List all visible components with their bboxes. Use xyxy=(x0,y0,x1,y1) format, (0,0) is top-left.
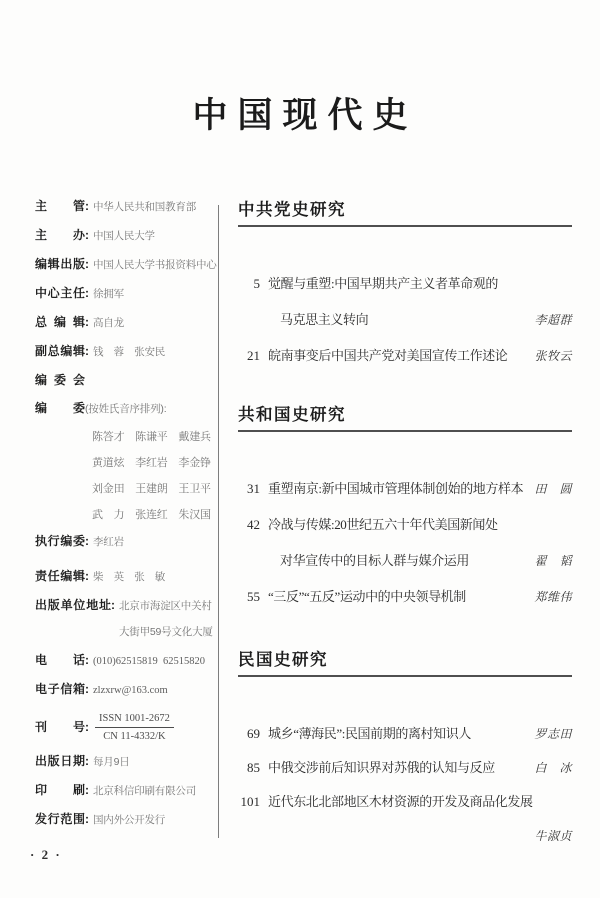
toc-section-minguo-history xyxy=(238,646,572,847)
masthead-label: 主办 xyxy=(35,228,85,242)
toc-section-republic-history xyxy=(238,401,572,608)
masthead-value: 中国人民大学 xyxy=(93,230,155,242)
executive-editor-row xyxy=(35,535,217,549)
journal-title: 中国现代史 xyxy=(192,96,418,135)
colon: : xyxy=(85,812,89,826)
entry-page-number: 101 xyxy=(240,794,260,809)
colon: : xyxy=(85,199,89,213)
colon: : xyxy=(85,286,89,300)
masthead-label: 发行范围 xyxy=(35,812,85,826)
masthead-value: 北京科信印刷有限公司 xyxy=(93,785,196,797)
entry-title: 皖南事变后中国共产党对美国宣传工作述论 xyxy=(268,348,508,363)
distribution-row xyxy=(35,813,217,827)
address-line-1: 北京市海淀区中关村 xyxy=(119,600,212,612)
toc-section-party-history xyxy=(238,196,572,367)
colon: : xyxy=(85,344,89,358)
masthead-row-organizer xyxy=(35,229,217,243)
email-row xyxy=(35,683,217,697)
masthead-row-chief-editor xyxy=(35,316,217,330)
entry-author: 翟 韬 xyxy=(534,554,572,568)
toc-entry xyxy=(238,723,572,745)
masthead-value: 柴 英 张 敏 xyxy=(93,571,166,583)
address-lines xyxy=(119,600,213,639)
responsible-editor-row xyxy=(35,570,217,584)
masthead xyxy=(35,200,217,842)
table-of-contents xyxy=(238,196,572,859)
masthead-label: 出版单位地址 xyxy=(35,598,111,612)
toc-entry xyxy=(238,586,572,608)
colon: : xyxy=(85,569,89,583)
entry-title: 冷战与传媒:20世纪五六十年代美国新闻处 xyxy=(268,517,498,532)
committee-title-row xyxy=(35,374,217,387)
entry-page-number: 21 xyxy=(247,348,260,363)
committee-names-row: 黄道炫 李红岩 李金铮 xyxy=(92,457,211,469)
toc-entry xyxy=(238,273,572,295)
masthead-row-center-director xyxy=(35,287,217,301)
toc-entry-continuation xyxy=(238,550,572,572)
email-value: zlzxrw@163.com xyxy=(93,685,168,696)
toc-entry xyxy=(238,514,572,536)
masthead-value: 钱 蓉 张安民 xyxy=(93,346,166,358)
masthead-row-deputy-editor xyxy=(35,345,217,359)
entry-page-number: 5 xyxy=(253,276,260,291)
entry-title: 对华宣传中的目标人群与媒介运用 xyxy=(280,553,470,568)
masthead-value: 中国人民大学书报资料中心 xyxy=(93,259,217,271)
entry-title: 城乡“薄海民”:民国前期的离村知识人 xyxy=(268,726,471,741)
masthead-label: 电话 xyxy=(35,653,85,667)
section-heading: 中共党史研究 xyxy=(238,196,572,227)
toc-entry xyxy=(238,345,572,367)
committee-names-row: 陈答才 陈谦平 戴建兵 xyxy=(92,431,211,443)
committee-members-row xyxy=(35,402,217,416)
masthead-label: 编辑出版 xyxy=(35,257,85,271)
committee-names-row: 刘金田 王建朗 王卫平 xyxy=(92,483,211,495)
cn-number: CN 11-4332/K xyxy=(103,731,166,742)
address-line-2: 大街甲59号文化大厦 xyxy=(119,626,213,638)
entry-author: 李超群 xyxy=(534,313,572,327)
entry-title: 觉醒与重塑:中国早期共产主义者革命观的 xyxy=(268,276,499,291)
publish-date-row xyxy=(35,755,217,769)
address-row xyxy=(35,599,217,639)
masthead-value: 中华人民共和国教育部 xyxy=(93,201,196,213)
page-number: · 2 · xyxy=(30,847,62,862)
masthead-label: 电子信箱 xyxy=(35,682,85,696)
masthead-value: 徐拥军 xyxy=(93,288,124,300)
masthead-label: 副总编辑 xyxy=(35,344,85,358)
colon: : xyxy=(85,653,89,667)
masthead-label: 中心主任 xyxy=(35,286,85,300)
masthead-label: 责任编辑 xyxy=(35,569,85,583)
toc-entry xyxy=(238,757,572,779)
masthead-value: 高自龙 xyxy=(93,317,124,329)
entry-author: 郑维伟 xyxy=(534,590,572,604)
colon: : xyxy=(85,754,89,768)
entry-page-number: 42 xyxy=(247,517,260,532)
masthead-label: 编委 xyxy=(35,401,85,415)
entry-author: 牛淑贞 xyxy=(534,829,572,843)
committee-names-row: 武 力 张连红 朱汉国 xyxy=(92,509,211,521)
entry-title: 重塑南京:新中国城市管理体制创始的地方样本 xyxy=(268,481,524,496)
issn-number: ISSN 1001-2672 xyxy=(95,712,174,728)
section-heading: 共和国史研究 xyxy=(238,401,572,432)
colon: : xyxy=(85,534,89,548)
entry-page-number: 69 xyxy=(247,726,260,741)
masthead-label: 总编辑 xyxy=(35,315,85,329)
committee-note: (按姓氏音序排列): xyxy=(85,403,167,415)
masthead-row-supervisor xyxy=(35,200,217,214)
issn-block xyxy=(95,712,174,743)
masthead-label: 执行编委 xyxy=(35,534,85,548)
phone-value: (010)62515819 62515820 xyxy=(93,656,205,667)
colon: : xyxy=(85,257,89,271)
masthead-label: 出版日期 xyxy=(35,754,85,768)
colon: : xyxy=(85,228,89,242)
printer-row xyxy=(35,784,217,798)
colon: : xyxy=(85,783,89,797)
masthead-label: 刊号 xyxy=(35,720,85,734)
colon: : xyxy=(85,682,89,696)
committee-title: 编委会 xyxy=(35,373,85,387)
entry-title: “三反”“五反”运动中的中央领导机制 xyxy=(268,589,466,604)
colon: : xyxy=(85,720,89,734)
masthead-value: 国内外公开发行 xyxy=(93,814,166,826)
masthead-row-publisher xyxy=(35,258,217,272)
entry-page-number: 31 xyxy=(247,481,260,496)
entry-page-number: 55 xyxy=(247,589,260,604)
entry-title: 中俄交涉前后知识界对苏俄的认知与反应 xyxy=(268,760,495,775)
issn-row xyxy=(35,712,217,743)
phone-row xyxy=(35,654,217,668)
entry-page-number: 85 xyxy=(247,760,260,775)
masthead-value: 李红岩 xyxy=(93,536,124,548)
entry-author: 白 冰 xyxy=(534,761,572,775)
toc-entry-continuation xyxy=(238,309,572,331)
toc-entry xyxy=(238,478,572,500)
masthead-value: 每月9日 xyxy=(93,756,130,768)
masthead-label: 主管 xyxy=(35,199,85,213)
entry-title: 马克思主义转向 xyxy=(280,312,369,327)
toc-entry xyxy=(238,791,572,813)
entry-author: 罗志田 xyxy=(534,727,572,741)
colon: : xyxy=(111,598,115,612)
masthead-label: 印刷 xyxy=(35,783,85,797)
entry-title: 近代东北北部地区木材资源的开发及商品化发展 xyxy=(268,794,533,809)
colon: : xyxy=(85,315,89,329)
section-heading: 民国史研究 xyxy=(238,646,572,677)
entry-author: 张牧云 xyxy=(534,349,572,363)
column-divider xyxy=(218,205,219,838)
entry-author: 田 圆 xyxy=(534,482,572,496)
toc-entry-author-line xyxy=(238,825,572,847)
